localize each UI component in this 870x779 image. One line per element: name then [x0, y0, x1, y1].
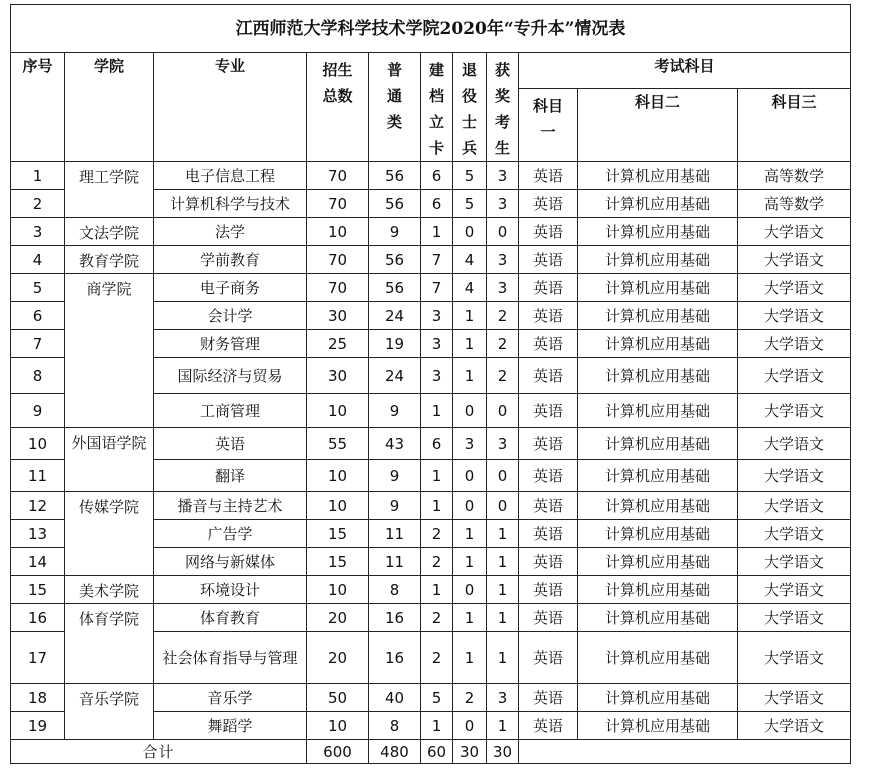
- cell-subj3: 大学语文: [738, 394, 851, 428]
- cell-award: 3: [487, 428, 519, 460]
- cell-subj3: 大学语文: [738, 358, 851, 394]
- cell-subj1: 英语: [519, 492, 578, 520]
- cell-subj2: 计算机应用基础: [578, 492, 738, 520]
- cell-college: 传媒学院: [65, 492, 154, 576]
- cell-veteran: 0: [453, 492, 487, 520]
- cell-subj1: 英语: [519, 394, 578, 428]
- cell-veteran: 0: [453, 394, 487, 428]
- cell-subj2: 计算机应用基础: [578, 162, 738, 190]
- header-subj1: 科目 一: [519, 88, 578, 161]
- cell-major: 工商管理: [154, 394, 307, 428]
- cell-subj3: 大学语文: [738, 274, 851, 302]
- cell-veteran: 0: [453, 218, 487, 246]
- cell-subj2: 计算机应用基础: [578, 548, 738, 576]
- cell-enroll: 20: [307, 604, 369, 632]
- cell-major: 法学: [154, 218, 307, 246]
- cell-general: 40: [369, 684, 421, 712]
- cell-seq: 8: [11, 358, 65, 394]
- cell-award: 1: [487, 576, 519, 604]
- cell-veteran: 1: [453, 604, 487, 632]
- cell-general: 56: [369, 190, 421, 218]
- cell-major: 舞蹈学: [154, 712, 307, 740]
- cell-major: 环境设计: [154, 576, 307, 604]
- cell-subj3: 大学语文: [738, 576, 851, 604]
- cell-general: 8: [369, 712, 421, 740]
- cell-subj1: 英语: [519, 358, 578, 394]
- cell-enroll: 20: [307, 632, 369, 684]
- cell-veteran: 1: [453, 358, 487, 394]
- cell-veteran: 4: [453, 274, 487, 302]
- cell-seq: 6: [11, 302, 65, 330]
- cell-college: 商学院: [65, 274, 154, 428]
- cell-subj3: 高等数学: [738, 190, 851, 218]
- cell-enroll: 15: [307, 548, 369, 576]
- total-card: 60: [421, 740, 453, 764]
- cell-subj1: 英语: [519, 246, 578, 274]
- cell-major: 社会体育指导与管理: [154, 632, 307, 684]
- cell-major: 英语: [154, 428, 307, 460]
- cell-enroll: 55: [307, 428, 369, 460]
- cell-major: 计算机科学与技术: [154, 190, 307, 218]
- cell-seq: 14: [11, 548, 65, 576]
- cell-general: 9: [369, 460, 421, 492]
- cell-general: 43: [369, 428, 421, 460]
- header-enroll: 招生 总数: [307, 53, 369, 162]
- cell-major: 翻译: [154, 460, 307, 492]
- cell-card: 6: [421, 162, 453, 190]
- header-seq: 序号: [11, 53, 65, 162]
- cell-enroll: 70: [307, 274, 369, 302]
- cell-seq: 3: [11, 218, 65, 246]
- cell-card: 2: [421, 520, 453, 548]
- cell-award: 3: [487, 190, 519, 218]
- cell-general: 9: [369, 218, 421, 246]
- cell-enroll: 30: [307, 302, 369, 330]
- cell-general: 24: [369, 358, 421, 394]
- cell-subj1: 英语: [519, 712, 578, 740]
- cell-seq: 9: [11, 394, 65, 428]
- cell-subj1: 英语: [519, 274, 578, 302]
- cell-major: 网络与新媒体: [154, 548, 307, 576]
- cell-award: 0: [487, 394, 519, 428]
- table-row: [11, 604, 851, 632]
- cell-college: 教育学院: [65, 246, 154, 274]
- cell-college: 音乐学院: [65, 684, 154, 740]
- cell-subj1: 英语: [519, 460, 578, 492]
- cell-enroll: 10: [307, 460, 369, 492]
- header-veteran: 退 役 士 兵: [453, 53, 487, 162]
- total-general: 480: [369, 740, 421, 764]
- cell-enroll: 70: [307, 190, 369, 218]
- table-row: [11, 274, 851, 302]
- cell-veteran: 1: [453, 330, 487, 358]
- cell-enroll: 10: [307, 712, 369, 740]
- cell-card: 7: [421, 274, 453, 302]
- cell-subj2: 计算机应用基础: [578, 684, 738, 712]
- cell-subj2: 计算机应用基础: [578, 330, 738, 358]
- cell-seq: 4: [11, 246, 65, 274]
- cell-enroll: 15: [307, 520, 369, 548]
- cell-subj1: 英语: [519, 162, 578, 190]
- cell-card: 2: [421, 604, 453, 632]
- cell-subj3: 大学语文: [738, 492, 851, 520]
- cell-major: 电子信息工程: [154, 162, 307, 190]
- cell-subj1: 英语: [519, 684, 578, 712]
- cell-subj2: 计算机应用基础: [578, 274, 738, 302]
- cell-subj1: 英语: [519, 548, 578, 576]
- cell-award: 3: [487, 162, 519, 190]
- cell-subj3: 大学语文: [738, 520, 851, 548]
- cell-general: 24: [369, 302, 421, 330]
- header-card: 建 档 立 卡: [421, 53, 453, 162]
- cell-card: 3: [421, 302, 453, 330]
- cell-major: 学前教育: [154, 246, 307, 274]
- cell-subj3: 大学语文: [738, 604, 851, 632]
- table-row: [11, 246, 851, 274]
- cell-general: 19: [369, 330, 421, 358]
- cell-card: 1: [421, 460, 453, 492]
- cell-major: 播音与主持艺术: [154, 492, 307, 520]
- cell-subj2: 计算机应用基础: [578, 246, 738, 274]
- cell-subj3: 大学语文: [738, 548, 851, 576]
- cell-subj2: 计算机应用基础: [578, 190, 738, 218]
- cell-veteran: 3: [453, 428, 487, 460]
- cell-enroll: 10: [307, 394, 369, 428]
- cell-general: 8: [369, 576, 421, 604]
- cell-major: 电子商务: [154, 274, 307, 302]
- table-title: 江西师范大学科学技术学院2020年“专升本”情况表: [11, 5, 851, 53]
- cell-seq: 15: [11, 576, 65, 604]
- total-veteran: 30: [453, 740, 487, 764]
- cell-enroll: 70: [307, 246, 369, 274]
- cell-subj3: 大学语文: [738, 712, 851, 740]
- cell-card: 2: [421, 632, 453, 684]
- cell-subj3: 大学语文: [738, 632, 851, 684]
- cell-subj3: 大学语文: [738, 218, 851, 246]
- cell-enroll: 25: [307, 330, 369, 358]
- cell-award: 0: [487, 492, 519, 520]
- cell-major: 广告学: [154, 520, 307, 548]
- cell-award: 1: [487, 632, 519, 684]
- header-subj3: 科目三: [738, 88, 851, 161]
- cell-seq: 13: [11, 520, 65, 548]
- cell-seq: 2: [11, 190, 65, 218]
- cell-general: 16: [369, 632, 421, 684]
- total-row: [11, 740, 851, 764]
- cell-seq: 11: [11, 460, 65, 492]
- cell-seq: 12: [11, 492, 65, 520]
- cell-college: 体育学院: [65, 604, 154, 684]
- cell-major: 会计学: [154, 302, 307, 330]
- cell-award: 2: [487, 330, 519, 358]
- cell-college: 理工学院: [65, 162, 154, 218]
- cell-general: 56: [369, 246, 421, 274]
- cell-seq: 16: [11, 604, 65, 632]
- header-college: 学院: [65, 53, 154, 162]
- cell-veteran: 0: [453, 712, 487, 740]
- cell-subj3: 大学语文: [738, 246, 851, 274]
- cell-veteran: 4: [453, 246, 487, 274]
- cell-general: 11: [369, 548, 421, 576]
- cell-college: 外国语学院: [65, 428, 154, 492]
- cell-enroll: 70: [307, 162, 369, 190]
- cell-subj2: 计算机应用基础: [578, 520, 738, 548]
- total-enroll: 600: [307, 740, 369, 764]
- cell-seq: 5: [11, 274, 65, 302]
- cell-subj2: 计算机应用基础: [578, 712, 738, 740]
- cell-seq: 1: [11, 162, 65, 190]
- cell-award: 3: [487, 274, 519, 302]
- cell-veteran: 1: [453, 632, 487, 684]
- cell-subj3: 高等数学: [738, 162, 851, 190]
- header-exam: 考试科目: [519, 53, 851, 89]
- cell-seq: 17: [11, 632, 65, 684]
- cell-card: 3: [421, 358, 453, 394]
- cell-veteran: 5: [453, 162, 487, 190]
- cell-veteran: 0: [453, 460, 487, 492]
- cell-seq: 7: [11, 330, 65, 358]
- table-row: [11, 218, 851, 246]
- cell-card: 3: [421, 330, 453, 358]
- cell-subj1: 英语: [519, 576, 578, 604]
- cell-subj1: 英语: [519, 428, 578, 460]
- cell-subj3: 大学语文: [738, 428, 851, 460]
- cell-award: 3: [487, 246, 519, 274]
- cell-subj3: 大学语文: [738, 460, 851, 492]
- cell-award: 1: [487, 712, 519, 740]
- cell-award: 2: [487, 302, 519, 330]
- cell-general: 56: [369, 274, 421, 302]
- cell-card: 1: [421, 576, 453, 604]
- cell-subj2: 计算机应用基础: [578, 604, 738, 632]
- cell-general: 56: [369, 162, 421, 190]
- cell-subj2: 计算机应用基础: [578, 302, 738, 330]
- cell-veteran: 1: [453, 520, 487, 548]
- total-blank: [519, 740, 851, 764]
- cell-subj1: 英语: [519, 218, 578, 246]
- cell-award: 2: [487, 358, 519, 394]
- cell-veteran: 2: [453, 684, 487, 712]
- total-award: 30: [487, 740, 519, 764]
- cell-card: 1: [421, 492, 453, 520]
- cell-card: 1: [421, 218, 453, 246]
- cell-seq: 10: [11, 428, 65, 460]
- cell-general: 11: [369, 520, 421, 548]
- cell-enroll: 50: [307, 684, 369, 712]
- cell-card: 7: [421, 246, 453, 274]
- table-row: [11, 684, 851, 712]
- cell-veteran: 1: [453, 548, 487, 576]
- cell-subj2: 计算机应用基础: [578, 632, 738, 684]
- cell-enroll: 10: [307, 576, 369, 604]
- cell-college: 美术学院: [65, 576, 154, 604]
- cell-subj1: 英语: [519, 190, 578, 218]
- cell-college: 文法学院: [65, 218, 154, 246]
- cell-enroll: 10: [307, 218, 369, 246]
- header-general: 普 通 类: [369, 53, 421, 162]
- cell-veteran: 1: [453, 302, 487, 330]
- cell-major: 财务管理: [154, 330, 307, 358]
- cell-subj2: 计算机应用基础: [578, 460, 738, 492]
- cell-enroll: 10: [307, 492, 369, 520]
- cell-subj2: 计算机应用基础: [578, 394, 738, 428]
- cell-award: 1: [487, 520, 519, 548]
- cell-subj1: 英语: [519, 604, 578, 632]
- enrollment-table: [10, 4, 851, 764]
- header-award: 获 奖 考 生: [487, 53, 519, 162]
- cell-card: 5: [421, 684, 453, 712]
- table-row: [11, 162, 851, 190]
- cell-award: 3: [487, 684, 519, 712]
- cell-subj1: 英语: [519, 302, 578, 330]
- cell-subj2: 计算机应用基础: [578, 218, 738, 246]
- cell-subj1: 英语: [519, 632, 578, 684]
- header-major: 专业: [154, 53, 307, 162]
- table-row: [11, 428, 851, 460]
- cell-subj2: 计算机应用基础: [578, 576, 738, 604]
- cell-seq: 19: [11, 712, 65, 740]
- total-label: 合计: [11, 740, 307, 764]
- table-row: [11, 576, 851, 604]
- cell-card: 1: [421, 712, 453, 740]
- cell-award: 1: [487, 604, 519, 632]
- cell-card: 1: [421, 394, 453, 428]
- cell-major: 音乐学: [154, 684, 307, 712]
- cell-award: 1: [487, 548, 519, 576]
- header-subj2: 科目二: [578, 88, 738, 161]
- cell-subj2: 计算机应用基础: [578, 358, 738, 394]
- cell-general: 9: [369, 394, 421, 428]
- cell-award: 0: [487, 460, 519, 492]
- cell-seq: 18: [11, 684, 65, 712]
- cell-subj3: 大学语文: [738, 302, 851, 330]
- cell-card: 2: [421, 548, 453, 576]
- cell-veteran: 5: [453, 190, 487, 218]
- cell-subj1: 英语: [519, 520, 578, 548]
- cell-subj1: 英语: [519, 330, 578, 358]
- cell-subj2: 计算机应用基础: [578, 428, 738, 460]
- cell-major: 国际经济与贸易: [154, 358, 307, 394]
- cell-general: 16: [369, 604, 421, 632]
- cell-card: 6: [421, 428, 453, 460]
- cell-card: 6: [421, 190, 453, 218]
- cell-enroll: 30: [307, 358, 369, 394]
- cell-subj3: 大学语文: [738, 330, 851, 358]
- cell-award: 0: [487, 218, 519, 246]
- table-row: [11, 492, 851, 520]
- cell-general: 9: [369, 492, 421, 520]
- cell-subj3: 大学语文: [738, 684, 851, 712]
- cell-veteran: 0: [453, 576, 487, 604]
- cell-major: 体育教育: [154, 604, 307, 632]
